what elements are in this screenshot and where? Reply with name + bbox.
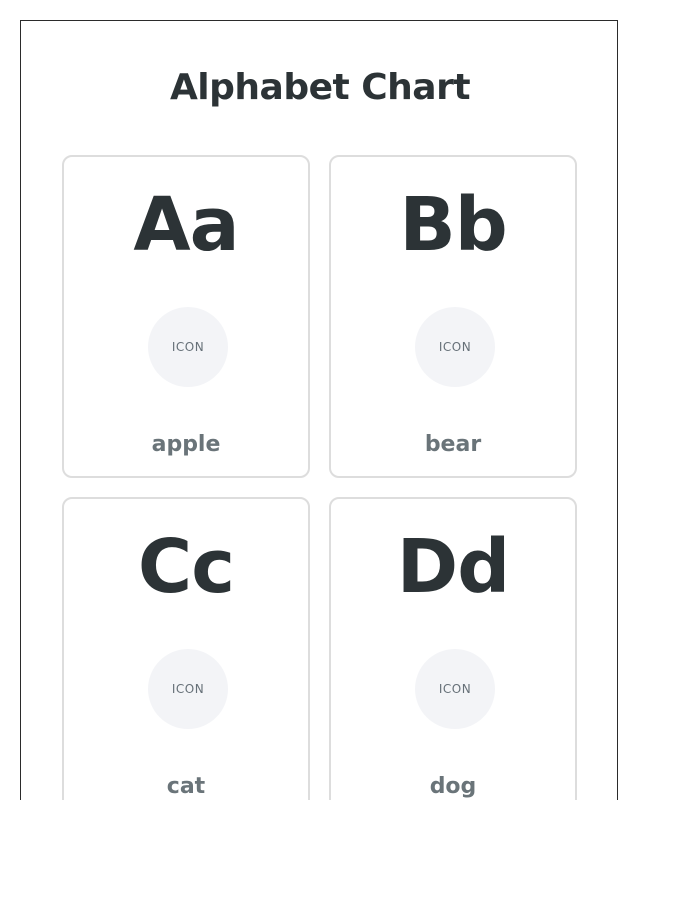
letter-heading: Cc xyxy=(137,524,235,610)
image-placeholder-icon: ICON xyxy=(415,649,495,729)
image-placeholder-icon: ICON xyxy=(415,307,495,387)
letter-card-a xyxy=(62,155,310,478)
letter-heading: Aa xyxy=(133,182,239,268)
letter-card-b xyxy=(329,155,577,478)
letter-card-c xyxy=(62,497,310,800)
page-title: Alphabet Chart xyxy=(169,67,471,108)
word-label: bear xyxy=(424,432,482,457)
image-placeholder-icon: ICON xyxy=(148,649,228,729)
word-label: apple xyxy=(151,432,221,457)
word-label: dog xyxy=(429,774,477,799)
alphabet-chart-page xyxy=(20,20,618,800)
word-label: cat xyxy=(166,774,206,799)
letter-card-d xyxy=(329,497,577,800)
letter-heading: Dd xyxy=(396,524,510,610)
image-placeholder-icon: ICON xyxy=(148,307,228,387)
letter-heading: Bb xyxy=(399,182,507,268)
